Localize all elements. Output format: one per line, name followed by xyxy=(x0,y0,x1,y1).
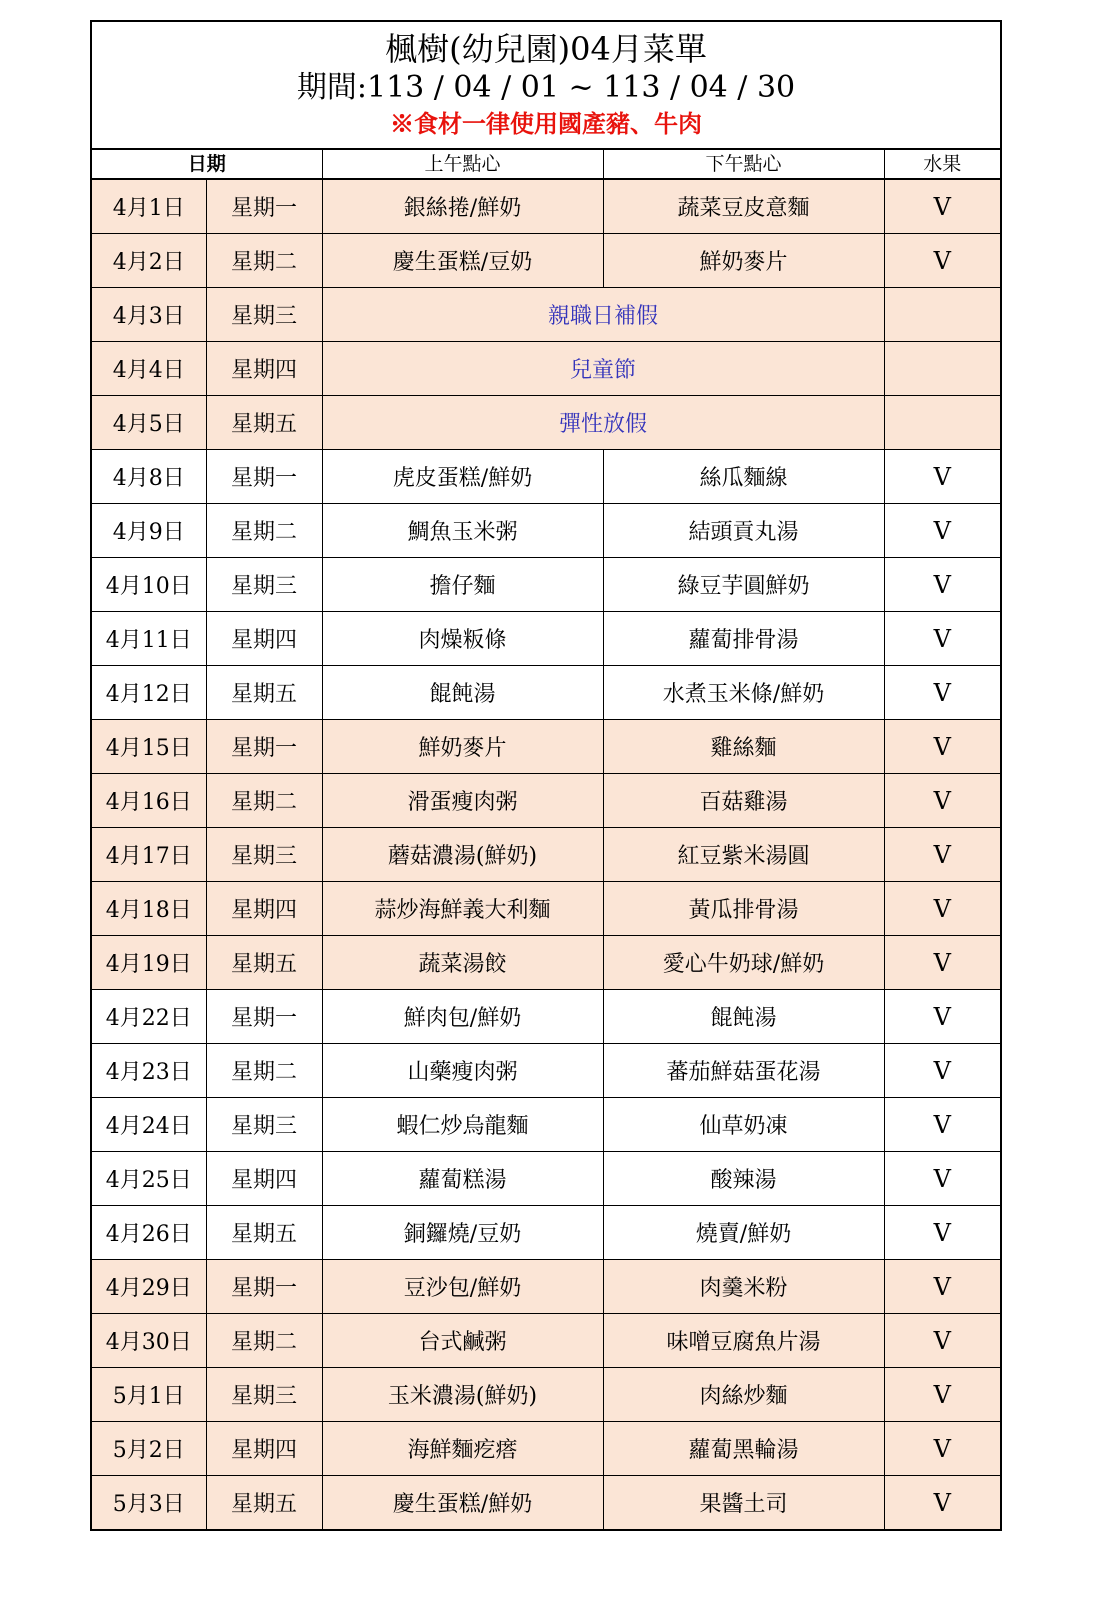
date-cell: 5月1日 xyxy=(91,1368,206,1422)
table-row xyxy=(91,1152,1001,1206)
weekday-cell: 星期一 xyxy=(206,720,322,774)
afternoon-snack-cell: 果醬土司 xyxy=(603,1476,884,1531)
table-row xyxy=(91,1368,1001,1422)
table-row xyxy=(91,504,1001,558)
morning-snack-cell: 鯛魚玉米粥 xyxy=(322,504,603,558)
morning-snack-cell: 山藥瘦肉粥 xyxy=(322,1044,603,1098)
table-row xyxy=(91,666,1001,720)
weekday-cell: 星期三 xyxy=(206,1098,322,1152)
afternoon-snack-cell: 絲瓜麵線 xyxy=(603,450,884,504)
afternoon-snack-cell: 味噌豆腐魚片湯 xyxy=(603,1314,884,1368)
morning-snack-cell: 鮮肉包/鮮奶 xyxy=(322,990,603,1044)
table-row xyxy=(91,558,1001,612)
date-cell: 4月4日 xyxy=(91,342,206,396)
fruit-cell: V xyxy=(884,234,1001,288)
date-cell: 4月19日 xyxy=(91,936,206,990)
afternoon-snack-cell: 蕃茄鮮菇蛋花湯 xyxy=(603,1044,884,1098)
date-cell: 4月9日 xyxy=(91,504,206,558)
fruit-cell: V xyxy=(884,1260,1001,1314)
table-row xyxy=(91,1098,1001,1152)
date-cell: 4月25日 xyxy=(91,1152,206,1206)
morning-snack-cell: 滑蛋瘦肉粥 xyxy=(322,774,603,828)
weekday-cell: 星期一 xyxy=(206,990,322,1044)
table-row xyxy=(91,720,1001,774)
date-cell: 5月2日 xyxy=(91,1422,206,1476)
menu-rows xyxy=(91,179,1001,1530)
table-row xyxy=(91,936,1001,990)
afternoon-snack-cell: 仙草奶凍 xyxy=(603,1098,884,1152)
fruit-cell xyxy=(884,396,1001,450)
date-cell: 4月30日 xyxy=(91,1314,206,1368)
column-header-date: 日期 xyxy=(91,149,322,179)
morning-snack-cell: 銀絲捲/鮮奶 xyxy=(322,179,603,234)
fruit-cell: V xyxy=(884,666,1001,720)
morning-snack-cell: 肉燥粄條 xyxy=(322,612,603,666)
date-cell: 4月26日 xyxy=(91,1206,206,1260)
fruit-cell: V xyxy=(884,882,1001,936)
weekday-cell: 星期二 xyxy=(206,774,322,828)
morning-snack-cell: 台式鹹粥 xyxy=(322,1314,603,1368)
morning-snack-cell: 玉米濃湯(鮮奶) xyxy=(322,1368,603,1422)
morning-snack-cell: 鮮奶麥片 xyxy=(322,720,603,774)
table-row xyxy=(91,1476,1001,1531)
fruit-cell: V xyxy=(884,990,1001,1044)
column-header-morning-snack: 上午點心 xyxy=(322,149,603,179)
weekday-cell: 星期一 xyxy=(206,450,322,504)
table-row xyxy=(91,1422,1001,1476)
weekday-cell: 星期五 xyxy=(206,1476,322,1531)
afternoon-snack-cell: 燒賣/鮮奶 xyxy=(603,1206,884,1260)
morning-snack-cell: 蒜炒海鮮義大利麵 xyxy=(322,882,603,936)
table-row xyxy=(91,882,1001,936)
weekday-cell: 星期五 xyxy=(206,936,322,990)
morning-snack-cell: 豆沙包/鮮奶 xyxy=(322,1260,603,1314)
table-row xyxy=(91,288,1001,342)
afternoon-snack-cell: 結頭貢丸湯 xyxy=(603,504,884,558)
fruit-cell: V xyxy=(884,450,1001,504)
afternoon-snack-cell: 酸辣湯 xyxy=(603,1152,884,1206)
weekday-cell: 星期三 xyxy=(206,828,322,882)
weekday-cell: 星期四 xyxy=(206,1152,322,1206)
afternoon-snack-cell: 蘿蔔排骨湯 xyxy=(603,612,884,666)
weekday-cell: 星期五 xyxy=(206,396,322,450)
ingredient-note: ※食材一律使用國產豬、牛肉 xyxy=(390,109,703,138)
weekday-cell: 星期四 xyxy=(206,612,322,666)
date-cell: 4月12日 xyxy=(91,666,206,720)
date-cell: 4月2日 xyxy=(91,234,206,288)
fruit-cell: V xyxy=(884,720,1001,774)
fruit-cell: V xyxy=(884,1314,1001,1368)
afternoon-snack-cell: 黃瓜排骨湯 xyxy=(603,882,884,936)
afternoon-snack-cell: 水煮玉米條/鮮奶 xyxy=(603,666,884,720)
weekday-cell: 星期五 xyxy=(206,1206,322,1260)
morning-snack-cell: 蘿蔔糕湯 xyxy=(322,1152,603,1206)
table-row xyxy=(91,342,1001,396)
afternoon-snack-cell: 百菇雞湯 xyxy=(603,774,884,828)
date-cell: 5月3日 xyxy=(91,1476,206,1531)
afternoon-snack-cell: 蔬菜豆皮意麵 xyxy=(603,179,884,234)
weekday-cell: 星期一 xyxy=(206,1260,322,1314)
morning-snack-cell: 銅鑼燒/豆奶 xyxy=(322,1206,603,1260)
weekday-cell: 星期二 xyxy=(206,1044,322,1098)
date-cell: 4月8日 xyxy=(91,450,206,504)
table-row xyxy=(91,1206,1001,1260)
page-title: 楓樹(幼兒園)04月菜單 xyxy=(385,30,707,68)
table-row xyxy=(91,234,1001,288)
afternoon-snack-cell: 肉羹米粉 xyxy=(603,1260,884,1314)
fruit-cell xyxy=(884,342,1001,396)
afternoon-snack-cell: 雞絲麵 xyxy=(603,720,884,774)
fruit-cell: V xyxy=(884,504,1001,558)
fruit-cell: V xyxy=(884,1476,1001,1531)
fruit-cell: V xyxy=(884,1152,1001,1206)
title-block xyxy=(91,21,1001,149)
date-cell: 4月29日 xyxy=(91,1260,206,1314)
table-row xyxy=(91,450,1001,504)
table-row xyxy=(91,1044,1001,1098)
table-row xyxy=(91,179,1001,234)
afternoon-snack-cell: 蘿蔔黑輪湯 xyxy=(603,1422,884,1476)
afternoon-snack-cell: 綠豆芋圓鮮奶 xyxy=(603,558,884,612)
weekday-cell: 星期四 xyxy=(206,882,322,936)
table-row xyxy=(91,612,1001,666)
weekday-cell: 星期二 xyxy=(206,504,322,558)
column-header-fruit: 水果 xyxy=(884,149,1001,179)
fruit-cell: V xyxy=(884,1368,1001,1422)
morning-snack-cell: 蝦仁炒烏龍麵 xyxy=(322,1098,603,1152)
fruit-cell: V xyxy=(884,1098,1001,1152)
fruit-cell: V xyxy=(884,1422,1001,1476)
weekday-cell: 星期三 xyxy=(206,288,322,342)
morning-snack-cell: 海鮮麵疙瘩 xyxy=(322,1422,603,1476)
fruit-cell xyxy=(884,288,1001,342)
fruit-cell: V xyxy=(884,936,1001,990)
date-cell: 4月15日 xyxy=(91,720,206,774)
afternoon-snack-cell: 愛心牛奶球/鮮奶 xyxy=(603,936,884,990)
table-row xyxy=(91,774,1001,828)
morning-snack-cell: 擔仔麵 xyxy=(322,558,603,612)
date-cell: 4月24日 xyxy=(91,1098,206,1152)
morning-snack-cell: 虎皮蛋糕/鮮奶 xyxy=(322,450,603,504)
date-cell: 4月16日 xyxy=(91,774,206,828)
table-row xyxy=(91,990,1001,1044)
date-cell: 4月18日 xyxy=(91,882,206,936)
date-cell: 4月10日 xyxy=(91,558,206,612)
table-row xyxy=(91,1314,1001,1368)
afternoon-snack-cell: 肉絲炒麵 xyxy=(603,1368,884,1422)
table-row xyxy=(91,396,1001,450)
weekday-cell: 星期二 xyxy=(206,1314,322,1368)
holiday-cell: 兒童節 xyxy=(322,342,884,396)
afternoon-snack-cell: 餛飩湯 xyxy=(603,990,884,1044)
weekday-cell: 星期三 xyxy=(206,1368,322,1422)
column-header-afternoon-snack: 下午點心 xyxy=(603,149,884,179)
fruit-cell: V xyxy=(884,1044,1001,1098)
date-cell: 4月1日 xyxy=(91,179,206,234)
weekday-cell: 星期四 xyxy=(206,342,322,396)
morning-snack-cell: 慶生蛋糕/鮮奶 xyxy=(322,1476,603,1531)
morning-snack-cell: 慶生蛋糕/豆奶 xyxy=(322,234,603,288)
fruit-cell: V xyxy=(884,1206,1001,1260)
fruit-cell: V xyxy=(884,179,1001,234)
menu-period: 期間:113 / 04 / 01 ~ 113 / 04 / 30 xyxy=(296,70,796,105)
menu-table xyxy=(90,20,1002,1531)
fruit-cell: V xyxy=(884,774,1001,828)
table-row xyxy=(91,828,1001,882)
holiday-cell: 彈性放假 xyxy=(322,396,884,450)
date-cell: 4月23日 xyxy=(91,1044,206,1098)
date-cell: 4月17日 xyxy=(91,828,206,882)
afternoon-snack-cell: 紅豆紫米湯圓 xyxy=(603,828,884,882)
holiday-cell: 親職日補假 xyxy=(322,288,884,342)
morning-snack-cell: 蔬菜湯餃 xyxy=(322,936,603,990)
date-cell: 4月3日 xyxy=(91,288,206,342)
fruit-cell: V xyxy=(884,612,1001,666)
weekday-cell: 星期一 xyxy=(206,179,322,234)
weekday-cell: 星期四 xyxy=(206,1422,322,1476)
weekday-cell: 星期五 xyxy=(206,666,322,720)
morning-snack-cell: 蘑菇濃湯(鮮奶) xyxy=(322,828,603,882)
afternoon-snack-cell: 鮮奶麥片 xyxy=(603,234,884,288)
fruit-cell: V xyxy=(884,558,1001,612)
fruit-cell: V xyxy=(884,828,1001,882)
date-cell: 4月11日 xyxy=(91,612,206,666)
morning-snack-cell: 餛飩湯 xyxy=(322,666,603,720)
weekday-cell: 星期三 xyxy=(206,558,322,612)
date-cell: 4月5日 xyxy=(91,396,206,450)
table-row xyxy=(91,1260,1001,1314)
date-cell: 4月22日 xyxy=(91,990,206,1044)
weekday-cell: 星期二 xyxy=(206,234,322,288)
